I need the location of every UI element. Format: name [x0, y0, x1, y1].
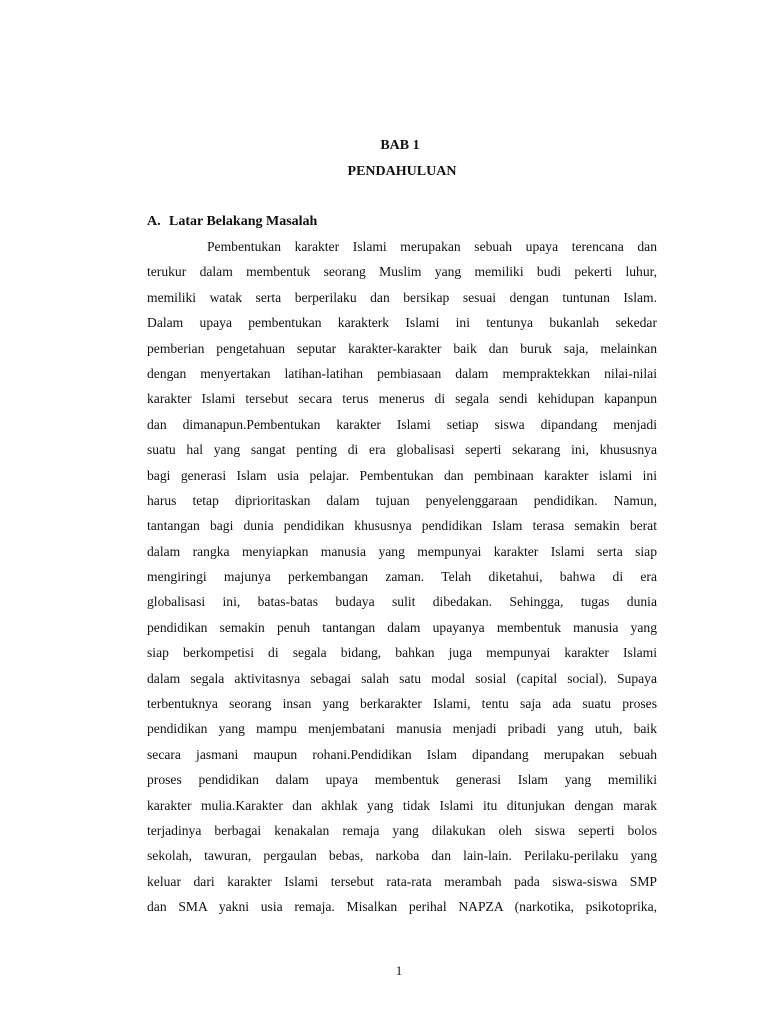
paragraph-line: tantangan bagi dunia pendidikan khususnya pendidikan Islam terasa semakin berat [147, 518, 657, 534]
paragraph-line: terbentuknya seorang insan yang berkarakter Islami, tentu saja ada suatu proses [147, 696, 657, 712]
paragraph-line: karakter mulia.Karakter dan akhlak yang tidak Islami itu ditunjukan dengan marak [147, 797, 657, 813]
paragraph-line: globalisasi ini, batas-batas budaya sulit dibedakan. Sehingga, tugas dunia [147, 594, 657, 610]
section-title: Latar Belakang Masalah [169, 214, 318, 229]
page-number: 1 [395, 963, 403, 978]
paragraph-line: terjadinya berbagai kenakalan remaja yang dilakukan oleh siswa seperti bolos [147, 822, 657, 838]
paragraph-line: secara jasmani maupun rohani.Pendidikan Islam dipandang merupakan sebuah [147, 746, 657, 762]
paragraph-line: bagi generasi Islam usia pelajar. Pembentukan dan pembinaan karakter islami ini [147, 467, 657, 483]
paragraph-line: dalam segala aktivitasnya sebagai salah satu modal sosial (capital social). Supaya [147, 670, 657, 686]
section-heading [147, 212, 317, 232]
paragraph-line: karakter Islami tersebut secara terus menerus di segala sendi kehidupan kapanpun [147, 391, 657, 407]
paragraph-line: sekolah, tawuran, pergaulan bebas, narkoba dan lain-lain. Perilaku-perilaku yang [147, 848, 657, 864]
paragraph-line: dan dimanapun.Pembentukan karakter Islami setiap siswa dipandang menjadi [147, 416, 657, 432]
paragraph-line: terukur dalam membentuk seorang Muslim yang memiliki budi pekerti luhur, [147, 264, 657, 280]
paragraph-line: suatu hal yang sangat penting di era globalisasi seperti sekarang ini, khususnya [147, 442, 657, 458]
paragraph-line: siap berkompetisi di segala bidang, bahkan juga mempunyai karakter Islami [147, 645, 657, 661]
paragraph-line: mengiringi majunya perkembangan zaman. Telah diketahui, bahwa di era [147, 569, 657, 585]
section-letter: A. [147, 214, 161, 229]
paragraph-line: proses pendidikan dalam upaya membentuk generasi Islam yang memiliki [147, 772, 657, 788]
paragraph-line: Pembentukan karakter Islami merupakan sebuah upaya terencana dan [207, 239, 657, 254]
paragraph-line: dalam rangka menyiapkan manusia yang mempunyai karakter Islami serta siap [147, 543, 657, 559]
paragraph-line: memiliki watak serta berperilaku dan bersikap sesuai dengan tuntunan Islam. [147, 289, 657, 305]
paragraph-line: dengan menyertakan latihan-latihan pembiasaan dalam mempraktekkan nilai-nilai [147, 365, 657, 381]
paragraph-line: harus tetap diprioritaskan dalam tujuan penyelenggaraan pendidikan. Namun, [147, 492, 657, 508]
paragraph-line: pemberian pengetahuan seputar karakter-karakter baik dan buruk saja, melainkan [147, 340, 657, 356]
paragraph-line: dan SMA yakni usia remaja. Misalkan perihal NAPZA (narkotika, psikotoprika, [147, 899, 657, 915]
paragraph-line: keluar dari karakter Islami tersebut rata-rata merambah pada siswa-siswa SMP [147, 873, 657, 889]
paragraph-line: pendidikan yang mampu menjembatani manusia menjadi pribadi yang utuh, baik [147, 721, 657, 737]
chapter-number: BAB 1 [380, 138, 420, 153]
chapter-title: PENDAHULUAN [347, 164, 457, 179]
body-paragraph [147, 234, 657, 920]
paragraph-line: pendidikan semakin penuh tantangan dalam upayanya membentuk manusia yang [147, 619, 657, 635]
paragraph-line: Dalam upaya pembentukan karakterk Islami ini tentunya bukanlah sekedar [147, 315, 657, 331]
